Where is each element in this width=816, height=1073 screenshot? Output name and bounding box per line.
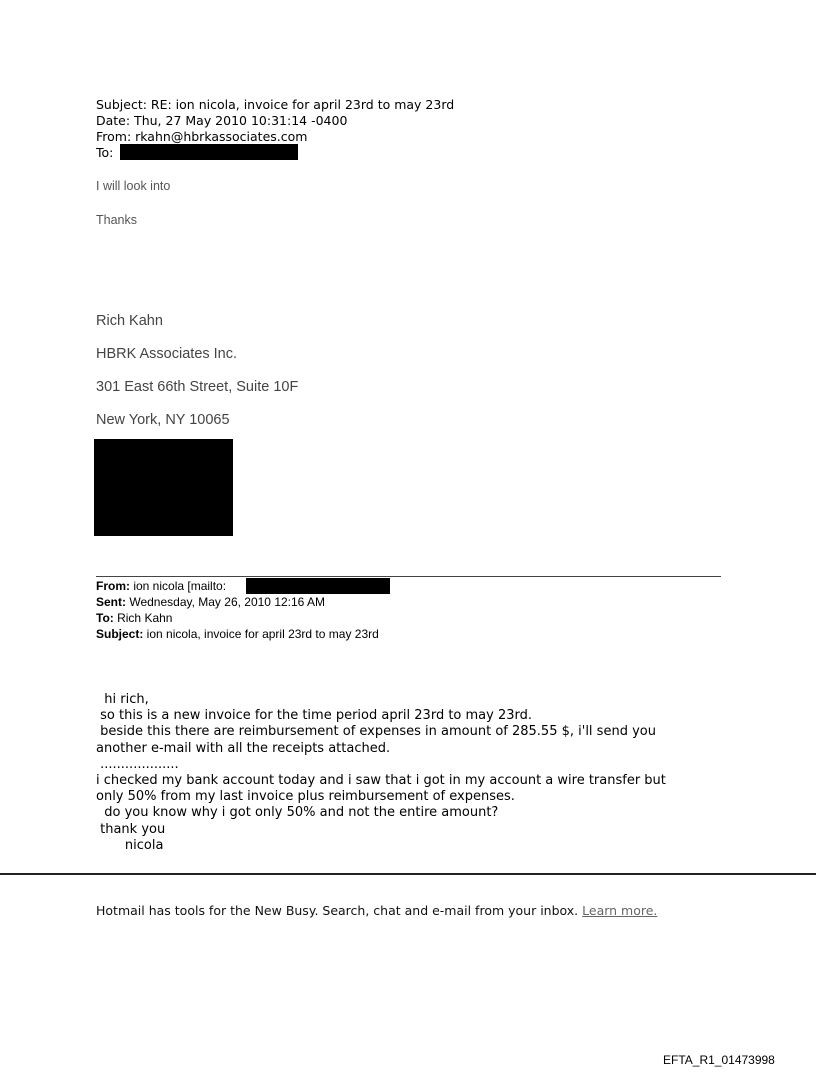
message-line: hi rich, <box>96 692 149 707</box>
message-line: do you know why i got only 50% and not the entire amount? <box>96 805 499 821</box>
document-id: EFTA_R1_01473998 <box>663 1053 775 1067</box>
email-from: From: rkahn@hbrkassociates.com <box>96 129 308 144</box>
message-body <box>96 692 666 854</box>
quote-separator <box>96 576 721 577</box>
email-to-label: To: <box>96 145 114 160</box>
quoted-subject-value: ion nicola, invoice for april 23rd to may 23rd <box>143 627 379 641</box>
quoted-to-label: To: <box>96 611 114 625</box>
message-line: beside this there are reimbursement of expenses in amount of 285.55 $, i'll send you <box>96 724 656 740</box>
reply-line-1: I will look into <box>96 179 171 193</box>
quoted-sent-value: Wednesday, May 26, 2010 12:16 AM <box>126 595 326 609</box>
quoted-from-label: From: <box>96 579 130 593</box>
email-subject: Subject: RE: ion nicola, invoice for april 23rd to may 23rd <box>96 97 455 112</box>
quoted-subject-label: Subject: <box>96 627 144 641</box>
footer-text: Hotmail has tools for the New Busy. Search, chat and e-mail from your inbox. <box>96 903 583 918</box>
hotmail-footer <box>96 903 657 918</box>
signature-company: HBRK Associates Inc. <box>96 346 238 362</box>
quoted-from <box>96 579 226 595</box>
message-line: i checked my bank account today and i saw that i got in my account a wire transfer but <box>96 773 666 789</box>
signature-name: Rich Kahn <box>96 313 163 329</box>
message-line: only 50% from my last invoice plus reimbursement of expenses. <box>96 789 515 805</box>
quoted-to <box>96 611 172 627</box>
redaction-to <box>120 144 298 160</box>
quoted-sent <box>96 595 325 611</box>
redaction-mailto <box>246 578 390 594</box>
email-date: Date: Thu, 27 May 2010 10:31:14 -0400 <box>96 113 348 128</box>
message-line: thank you <box>96 821 166 837</box>
learn-more-link[interactable]: Learn more. <box>582 903 658 918</box>
quoted-sent-label: Sent: <box>96 595 126 609</box>
message-line: another e-mail with all the receipts attached. <box>96 740 391 756</box>
footer-divider <box>0 873 816 875</box>
signature-city: New York, NY 10065 <box>96 412 230 428</box>
message-line: so this is a new invoice for the time period april 23rd to may 23rd. <box>96 708 533 724</box>
reply-line-2: Thanks <box>96 213 137 227</box>
signature-address: 301 East 66th Street, Suite 10F <box>96 379 299 395</box>
message-line: nicola <box>96 837 164 853</box>
quoted-to-value: Rich Kahn <box>113 611 173 625</box>
quoted-subject <box>96 627 379 643</box>
redaction-signature-block <box>94 439 233 536</box>
message-line: ................... <box>96 756 179 772</box>
quoted-from-value: ion nicola [mailto: <box>130 579 227 593</box>
